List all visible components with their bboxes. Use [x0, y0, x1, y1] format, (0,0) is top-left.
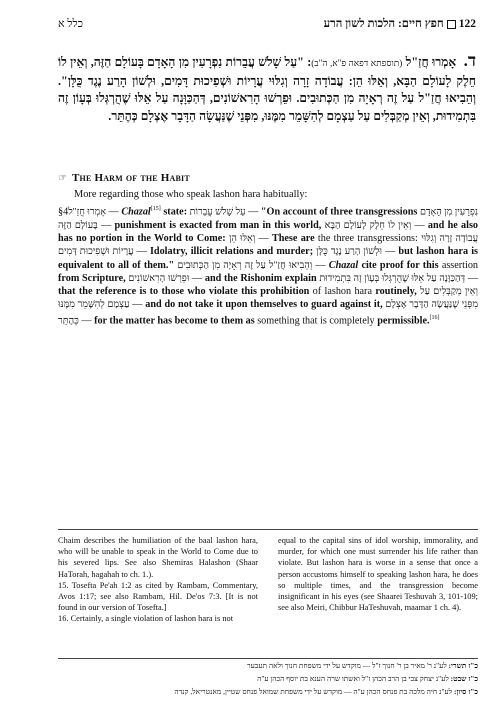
english-phrase: Idolatry, illicit relations and murder;: [149, 246, 314, 258]
hebrew-main-text: [58, 52, 476, 125]
english-phrase: punishment is exacted from man in this world,: [114, 219, 322, 231]
dedication-text: לע"נ יצחק צבי בן הרב הכהן ז"ל ואשתו שרה הענא בת יוסף הכהן ע"ה: [257, 674, 451, 683]
footnotes-right-column: [278, 535, 478, 613]
english-phrase: "On account of three transgressions: [260, 206, 418, 218]
footnote-continuation: Chaim describes the humiliation of the baal lashon hara, who will be unable to speak in the World to Come due to his severed lips. See also Shemiras Halashon (Shaar HaTorah, hagahah to ch. 1.).: [58, 536, 258, 579]
hebrew-phrase: מִפְּנֵי שֶׁנַּעֲשָׂה הַדָּבָר אֶצְלָם כְּהֶתֵּר: [58, 299, 479, 327]
hebrew-opening: אָמְרוּ חֲזַ"ל: [405, 55, 457, 69]
english-phrase: but lashon hara is equivalent to all of them.": [58, 246, 478, 271]
dedication-line: [58, 685, 478, 698]
hebrew-phrase: וְאֵלּוּ הֵן: [228, 232, 256, 244]
footnote-16-continued: equal to the capital sins of idol worship, immorality, and murder, for which one must surrender his life rather than violate. But lashon hara is worse in a sense that once a person accustoms himself to speaking lashon hara, he does so multiple times, and the transgression become insignificant in his eyes (see Shaarei Teshuvah 3, 101-109; see also Meiri, Chibbur HaTeshuvah, maamar 1 ch. 4).: [278, 536, 478, 613]
english-phrase: from Scripture,: [58, 272, 126, 284]
dash: —: [312, 259, 329, 271]
dash: —: [381, 246, 399, 258]
english-phrase: cite proof for this: [358, 259, 439, 271]
footnote-ref-15: [15]: [150, 206, 161, 212]
footnote-16: 16. Certainly, a single violation of lashon hara is not: [58, 614, 234, 624]
page-number: 122: [458, 18, 476, 30]
section-heading: [58, 172, 478, 188]
running-header: [58, 18, 476, 36]
dash: —: [465, 272, 479, 284]
hebrew-phrase: וּלְשׁוֹן הָרַע נֶגֶד כֻּלָּן: [316, 246, 382, 258]
english-plain: the three transgressions:: [314, 232, 422, 244]
paragraph-letter: ד.: [463, 51, 477, 70]
dash: —: [133, 246, 150, 258]
hebrew-phrase: אָמְרוּ חֲזַ"ל: [68, 206, 106, 218]
section-title: The Harm of the Habit: [72, 172, 190, 184]
hebrew-phrase: דְּהַכַּוָּנָה עַל אֵלּוּ שֶׁהֻרְגְּלוּ בְּעָוֹן זֶה בִּתְמִידוּת: [319, 272, 466, 284]
hebrew-body: : "עַל שָׁלֹשׁ עֲבֵרוֹת נִפְרָעִין מִן הָאָדָם בָּעוֹלָם הַזֶּה, וְאֵין לוֹ חֵלֶק לָעוֹלָם הַבָּא, וְאֵלּוּ הֵן: עֲבוֹדָה זָרָה וְגִלּוּי עֲרָיוֹת וּשְׁפִיכוּת דָּמִים, וּלְשׁוֹן הָרַע נֶגֶד כֻּלָּן". וְהֵבִיאוּ חֲזַ"ל עַל זֶה רְאָיָה מִן הַכְּתוּבִים. וּפֵרְשׁוּ הָרִאשׁוֹנִים, דְּהַכַּוָּנָה עַל אֵלּוּ שֶׁהֻרְגְּלוּ בְּעָוֹן זֶה בִּתְמִידוּת, וְאֵין מְקַבְּלִים עַל עַצְמָם לְהִשָּׁמֵר מִמֶּנּוּ, מִפְּנֵי שֶׁנַּעֲשָׂה הַדָּבָר אֶצְלָם כְּהֶתֵּר.: [58, 55, 476, 123]
hebrew-phrase: וְאֵין מְקַבְּלִים עַל עַצְמָם לְהִשָּׁמֵר מִמֶּנּוּ: [58, 286, 478, 311]
hebrew-phrase: נִפְרָעִין מִן הָאָדָם בָּעוֹלָם הַזֶּה: [58, 206, 479, 231]
dash: —: [245, 206, 261, 218]
english-plain: something that is completely: [254, 315, 378, 327]
dedication-line: [58, 672, 478, 685]
english-phrase: that the reference is to those who violate this prohibition: [58, 286, 310, 298]
dedication-date: כ"ז שבט:: [450, 674, 478, 683]
english-phrase: and the Rishonim explain: [204, 272, 317, 284]
hebrew-phrase: וְהֵבִיאוּ חֲזַ"ל עַל זֶה רְאָיָה מִן הַכְּתוּבִים: [177, 259, 313, 271]
english-phrase: These are: [271, 232, 315, 244]
english-phrase: routinely,: [375, 286, 417, 298]
book-title: חפץ חיים: הלכות לשון הרע: [323, 18, 444, 30]
english-phrase: and do not take it upon themselves to guard against it,: [145, 299, 383, 311]
chazal-term: Chazal: [328, 259, 359, 271]
dash: —: [105, 206, 122, 218]
english-phrase: state:: [160, 206, 190, 218]
dedication-date: כ"ז תשרי:: [448, 661, 478, 670]
english-plain: assertion: [438, 259, 479, 271]
english-plain: of lashon hara: [309, 286, 376, 298]
footnote-divider: [58, 529, 478, 530]
english-phrase: and he also has no portion in the World to Come:: [58, 219, 479, 244]
chazal-term: Chazal: [121, 206, 151, 218]
english-translation: [58, 203, 478, 327]
hebrew-phrase: וּפֵרְשׁוּ הָרִאשׁוֹנִים: [128, 272, 190, 284]
hebrew-phrase: וְאֵין לוֹ חֵלֶק לָעוֹלָם הַבָּא: [324, 219, 412, 231]
dedication-text: לע"נ ר' מאיר בן ר' חנוך ז"ל — מוקדש על ידי משפחת חנוך ולאה תעבער: [246, 661, 449, 670]
footnotes-left-column: [58, 535, 258, 625]
section-intro: More regarding those who speak lashon hara habitually:: [74, 189, 308, 200]
pointing-hand-icon: ☞: [58, 173, 67, 184]
kelal-label: כלל א: [58, 18, 84, 30]
section-marker: §4: [58, 206, 69, 218]
dedication-text: לע"נ חיה מלכה בת פנחס הכהן ע"ה — מוקדש על ידי משפחת שמואל פנחס שטיין, מאנטריאל, קנדה: [174, 687, 454, 696]
hebrew-phrase: עֲבוֹדָה זָרָה וְגִלּוּי עֲרָיוֹת וּשְׁפִיכוּת דָּמִים: [58, 232, 479, 258]
dash: —: [129, 299, 146, 311]
dedication-box: [58, 658, 478, 703]
dedication-line: [58, 659, 478, 672]
dash: —: [189, 272, 205, 284]
english-phrase: permissible.: [377, 315, 430, 327]
english-phrase: for the matter has become to them as: [94, 315, 255, 327]
footnote-ref-16: [16]: [429, 314, 440, 321]
hebrew-phrase: עַל שָׁלֹשׁ עֲבֵרוֹת: [189, 206, 246, 218]
square-bullet-icon: [447, 20, 456, 29]
dash: —: [78, 315, 95, 327]
footnote-15: 15. Tosefta Pe'ah 1:2 as cited by Rambam, Commentary, Avos 1:17; see also Rambam, Hil. De'os 7:3. [It is not found in our version of Tosefta.]: [58, 580, 258, 613]
header-title-group: [324, 18, 476, 30]
dash: —: [255, 232, 272, 244]
dash: —: [97, 219, 115, 231]
dash: —: [411, 219, 428, 231]
dedication-date: כ"ז סיון:: [453, 687, 478, 696]
hebrew-source: (תוספתא דפאה פ"א, ה"ב): [311, 58, 403, 68]
